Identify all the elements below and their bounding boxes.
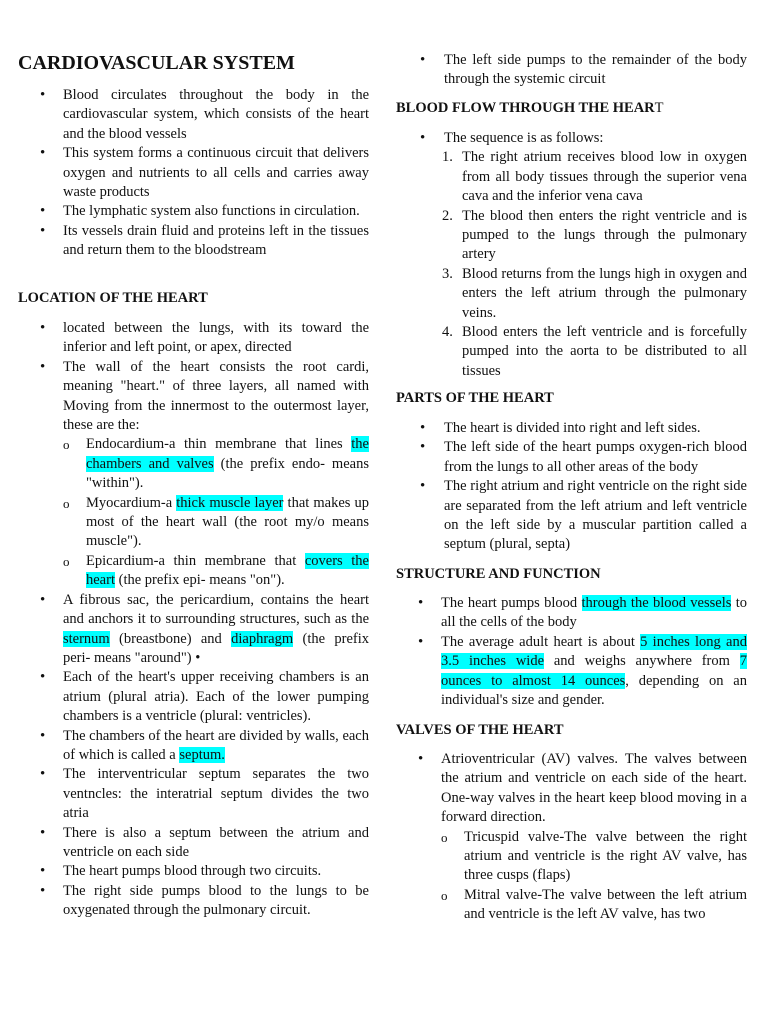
list-item: • Its vessels drain fluid and proteins left in the tissues and return them to the bloodstream (18, 222, 369, 261)
section-heading-structure: STRUCTURE AND FUNCTION (396, 566, 601, 582)
step-number: 3. (442, 265, 453, 282)
text: (breastbone) and (109, 630, 232, 647)
location-section (18, 319, 369, 921)
structure-section (396, 594, 747, 710)
sublist-layers (63, 435, 369, 590)
heading-text: BLOOD FLOW THROUGH THE HEAR (396, 100, 655, 116)
text: , depending on an individual's size and gender. (441, 672, 747, 709)
intro-list (18, 86, 369, 261)
text: that makes up most of the heart wall (the root my/o means muscle"). (86, 494, 369, 550)
highlighted-text: 7 ounces to almost 14 ounces (441, 653, 748, 689)
text: (the prefix epi- means "on"). (114, 572, 285, 589)
sequence-item (442, 323, 747, 381)
intro-section (18, 86, 369, 261)
list-item-text: The wall of the heart consists the root cardi, meaning "heart." of three layers, all named with Moving from the innermost to the outermost layer, these are the: (63, 358, 369, 434)
step-number: 2. (442, 207, 453, 224)
sublist-item (63, 435, 369, 493)
text: The average adult heart is about (441, 633, 641, 650)
list-item: • The lymphatic system also functions in circulation. (18, 202, 369, 221)
sublist-item: o Mitral valve-The valve between the left atrium and ventricle is the left AV valve, has two (441, 886, 747, 925)
highlighted-text: through the blood vessels (581, 595, 732, 611)
list-item (396, 633, 747, 711)
list-item: • The heart is divided into right and left sides. (396, 419, 747, 438)
step-text: Blood returns from the lungs high in oxygen and enters the left atrium through the pulmonary veins. (462, 265, 747, 321)
sequence-item (442, 148, 747, 206)
blood-flow-section (396, 129, 747, 381)
parts-list (396, 419, 747, 555)
list-item: • Each of the heart's upper receiving chambers is an atrium (plural atria). Each of the lower pumping chambers is a ventricle (plural: ventricles). (18, 668, 369, 726)
step-text: The right atrium receives blood low in oxygen from all body tissues through the superior vena cava and the inferior vena cava (462, 149, 747, 205)
list-item: • The right side pumps blood to the lungs to be oxygenated through the pulmonary circuit. (18, 882, 369, 921)
highlighted-text: diaphragm (231, 630, 294, 647)
highlighted-text: covers the heart (86, 552, 369, 589)
text: The chambers of the heart are divided by walls, each of which is called a (63, 727, 369, 763)
step-text: Blood enters the left ventricle and is forcefully pumped into the aorta to be distributed to all tissues (462, 324, 747, 379)
list-item: • The left side of the heart pumps oxygen-rich blood from the lungs to all other areas of the body (396, 438, 747, 477)
list-item: • There is also a septum between the atrium and ventricle on each side (18, 824, 369, 863)
highlighted-text: 5 inches long and 3.5 inches wide (441, 633, 747, 670)
text: (the prefix endo- means "within"). (86, 455, 369, 492)
step-number: 4. (442, 324, 453, 341)
list-item-text: Atrioventricular (AV) valves. The valves between the atrium and ventricle on each side of the heart. One-way valves in the heart keep blood moving in a forward direction. (441, 751, 747, 826)
text: and weighs anywhere from (544, 653, 740, 670)
parts-section (396, 419, 747, 555)
sublist-item: o Tricuspid valve-The valve between the right atrium and ventricle is the right AV valve, has three cusps (flaps) (441, 828, 747, 886)
text: The heart pumps blood (441, 595, 582, 611)
list-item (396, 750, 747, 925)
sequence-item (442, 265, 747, 323)
heading-text: T (654, 100, 664, 116)
text: Endocardium-a thin membrane that lines (86, 436, 352, 453)
blood-flow-list (396, 129, 747, 148)
list-item: • The right atrium and right ventricle on the right side are separated from the left atrium and left ventricle on the left side by a muscular partition called a septum (plural, septa) (396, 477, 747, 555)
continued-list (396, 51, 747, 90)
list-item: • located between the lungs, with its toward the inferior and left point, or apex, directed (18, 319, 369, 358)
continued-section (396, 51, 747, 90)
text: (the prefix peri- means "around") • (63, 630, 369, 666)
highlighted-text: sternum (63, 630, 110, 647)
step-text: The blood then enters the right ventricle and is pumped to the lungs through the pulmonary artery (462, 207, 747, 263)
text: Epicardium-a thin membrane that (86, 552, 305, 569)
section-heading-location: LOCATION OF THE HEART (18, 290, 208, 306)
step-number: 1. (442, 149, 453, 166)
highlighted-text: thick muscle layer (176, 494, 284, 511)
list-item: • This system forms a continuous circuit that delivers oxygen and nutrients to all cells and carries away waste products (18, 144, 369, 202)
list-item: • The heart pumps blood through two circuits. (18, 862, 369, 881)
highlighted-text: the chambers and valves (86, 436, 369, 472)
section-heading-parts: PARTS OF THE HEART (396, 390, 554, 406)
sequence-list (442, 148, 747, 381)
sequence-item (442, 207, 747, 265)
structure-list (396, 594, 747, 710)
valves-sublist (441, 828, 747, 925)
valves-list (396, 750, 747, 925)
list-item (18, 591, 369, 669)
text: to all the cells of the body (441, 595, 747, 631)
sublist-item (63, 552, 369, 591)
location-list (18, 319, 369, 921)
text: A fibrous sac, the pericardium, contains the heart and anchors it to surrounding structures, such as the (63, 591, 369, 628)
page-title: CARDIOVASCULAR SYSTEM (18, 52, 295, 74)
list-item (18, 727, 369, 766)
valves-section (396, 750, 747, 925)
sublist-item (63, 494, 369, 552)
list-item: • The interventricular septum separates the two ventncles: the interatrial septum divides the two atria (18, 765, 369, 823)
list-item (396, 129, 747, 148)
highlighted-text: septum. (179, 746, 225, 763)
section-heading-blood-flow (396, 100, 747, 117)
list-item: • Blood circulates throughout the body in the cardiovascular system, which consists of the heart and the blood vessels (18, 86, 369, 144)
list-item-text: The sequence is as follows: (444, 130, 604, 146)
list-item (396, 594, 747, 633)
section-heading-valves: VALVES OF THE HEART (396, 722, 564, 738)
list-item: • The left side pumps to the remainder of the body through the systemic circuit (396, 51, 747, 90)
list-item (18, 358, 369, 591)
text: Myocardium-a (86, 494, 177, 511)
